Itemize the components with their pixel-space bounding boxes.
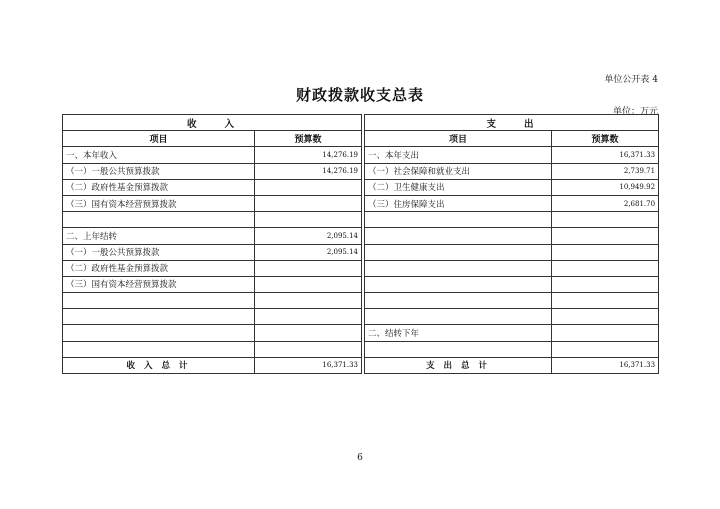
income-total-value: 16,371.33 xyxy=(255,357,362,373)
income-value-cell xyxy=(255,195,362,211)
expense-value-cell xyxy=(552,293,659,309)
income-value-cell xyxy=(255,309,362,325)
income-item-cell: 一、本年收入 xyxy=(63,147,255,163)
expense-item-cell xyxy=(365,341,552,357)
page-title: 财政拨款收支总表 xyxy=(295,86,424,104)
income-item-cell: （二）政府性基金预算拨款 xyxy=(63,260,255,276)
income-budget-header: 预算数 xyxy=(255,131,362,147)
table-row xyxy=(63,195,659,211)
expense-value-cell: 2,739.71 xyxy=(552,163,659,179)
table-row xyxy=(63,244,659,260)
income-value-cell: 2,095.14 xyxy=(255,228,362,244)
expense-value-cell xyxy=(552,276,659,292)
expense-item-cell: （二）卫生健康支出 xyxy=(365,179,552,195)
income-value-cell xyxy=(255,276,362,292)
expense-item-cell xyxy=(365,244,552,260)
expense-value-cell xyxy=(552,325,659,341)
income-item-cell xyxy=(63,341,255,357)
income-value-cell xyxy=(255,179,362,195)
income-item-cell: （二）政府性基金预算拨款 xyxy=(63,179,255,195)
expense-value-cell xyxy=(552,212,659,228)
expense-item-cell xyxy=(365,293,552,309)
expense-item-cell xyxy=(365,309,552,325)
table-row xyxy=(63,228,659,244)
expense-value-cell xyxy=(552,341,659,357)
income-item-cell xyxy=(63,325,255,341)
income-total-label: 收 入 总 计 xyxy=(63,357,255,373)
income-value-cell xyxy=(255,212,362,228)
income-item-cell: （三）国有资本经营预算拨款 xyxy=(63,195,255,211)
expense-budget-header: 预算数 xyxy=(552,131,659,147)
income-value-cell xyxy=(255,325,362,341)
total-row xyxy=(63,357,659,373)
table-row xyxy=(63,309,659,325)
income-value-cell xyxy=(255,293,362,309)
expense-value-cell: 16,371.33 xyxy=(552,147,659,163)
expense-value-cell xyxy=(552,228,659,244)
income-value-cell: 2,095.14 xyxy=(255,244,362,260)
expense-item-cell: （一）社会保障和就业支出 xyxy=(365,163,552,179)
expense-item-header: 项目 xyxy=(365,131,552,147)
page-number: 6 xyxy=(357,453,363,463)
expense-total-value: 16,371.33 xyxy=(552,357,659,373)
income-item-cell: （三）国有资本经营预算拨款 xyxy=(63,276,255,292)
expense-item-cell xyxy=(365,228,552,244)
expense-value-cell xyxy=(552,260,659,276)
table-row xyxy=(63,293,659,309)
income-item-cell xyxy=(63,293,255,309)
table-row xyxy=(63,325,659,341)
expense-item-cell: 一、本年支出 xyxy=(365,147,552,163)
income-value-cell: 14,276.19 xyxy=(255,163,362,179)
income-item-cell: （一）一般公共预算拨款 xyxy=(63,244,255,260)
table-row xyxy=(63,276,659,292)
expense-item-cell xyxy=(365,276,552,292)
income-item-cell xyxy=(63,212,255,228)
section-header-row xyxy=(63,115,659,131)
income-item-cell: 二、上年结转 xyxy=(63,228,255,244)
table-row xyxy=(63,163,659,179)
expense-item-cell xyxy=(365,212,552,228)
table-row xyxy=(63,179,659,195)
expense-item-cell: 二、结转下年 xyxy=(365,325,552,341)
income-item-cell xyxy=(63,309,255,325)
expense-value-cell xyxy=(552,244,659,260)
table-row xyxy=(63,147,659,163)
expense-heading: 支 出 xyxy=(365,115,659,131)
expense-value-cell xyxy=(552,309,659,325)
table-row xyxy=(63,212,659,228)
income-value-cell: 14,276.19 xyxy=(255,147,362,163)
form-number: 单位公开表 4 xyxy=(604,75,658,85)
income-item-header: 项目 xyxy=(63,131,255,147)
column-header-row xyxy=(63,131,659,147)
expense-value-cell: 2,681.70 xyxy=(552,195,659,211)
fiscal-summary-table xyxy=(62,114,659,374)
expense-value-cell: 10,949.92 xyxy=(552,179,659,195)
expense-item-cell: （三）住房保障支出 xyxy=(365,195,552,211)
table-row xyxy=(63,341,659,357)
income-heading: 收 入 xyxy=(63,115,362,131)
expense-total-label: 支 出 总 计 xyxy=(365,357,552,373)
table-row xyxy=(63,260,659,276)
income-value-cell xyxy=(255,341,362,357)
unit-label: 单位：万元 xyxy=(612,107,658,117)
income-item-cell: （一）一般公共预算拨款 xyxy=(63,163,255,179)
income-value-cell xyxy=(255,260,362,276)
expense-item-cell xyxy=(365,260,552,276)
